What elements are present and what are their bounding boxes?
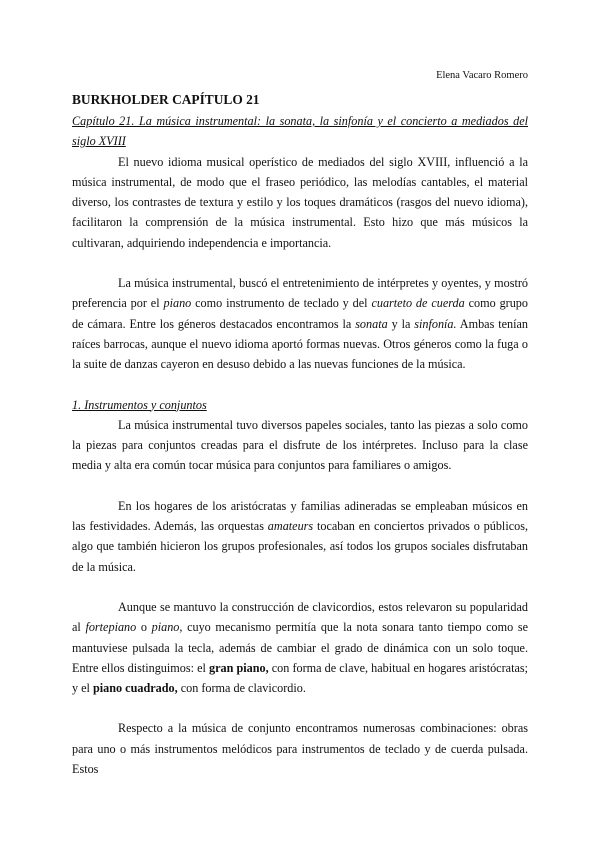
paragraph-gap xyxy=(72,375,528,395)
paragraph-1: El nuevo idioma musical operístico de mediados del siglo XVIII, influenció a la música instrumental, de modo que el fraseo periódico, las melodías cantables, el material diverso, los contrastes de textura y estilo y los toques dramáticos (rasgos del nuevo idioma), facilitaron la comprensión de la música instrumental. Esto hizo que más músicos la cultivaran, adquiriendo independencia e importancia. xyxy=(72,154,528,250)
chapter-subtitle: Capítulo 21. La música instrumental: la sonata, la sinfonía y el concierto a mediados del siglo XVIII xyxy=(72,114,528,149)
paragraph-gap xyxy=(72,577,528,597)
document-title: BURKHOLDER CAPÍTULO 21 xyxy=(72,92,260,107)
paragraph-2: La música instrumental, buscó el entretenimiento de intérpretes y oyentes, y mostró preferencia por el piano como instrumento de teclado y del cuarteto de cuerda como grupo de cámara. Entre los géneros destacados encontramos la sonata y la sinfonía. Ambas tenían raíces barrocas, aunque el nuevo idioma aportó formas nuevas. Otros géneros como la fuga o la suite de danzas cayeron en desuso debido a las nuevas funciones de la música. xyxy=(72,276,528,372)
paragraph-gap xyxy=(72,253,528,273)
paragraph-gap xyxy=(72,476,528,496)
section-heading-instrumentos: 1. Instrumentos y conjuntos xyxy=(72,397,207,412)
paragraph-gap xyxy=(72,698,528,718)
author-name: Elena Vacaro Romero xyxy=(436,70,528,81)
paragraph-6: Respecto a la música de conjunto encontramos numerosas combinaciones: obras para uno o más instrumentos melódicos para instrumentos de teclado y de cuerda pulsada. Estos xyxy=(72,721,528,777)
paragraph-3: La música instrumental tuvo diversos papeles sociales, tanto las piezas a solo como la piezas para conjuntos creadas para el disfrute de los intérpretes. Incluso para la clase media y alta era común tocar música para conjuntos para familiares o amigos. xyxy=(72,417,528,473)
paragraph-4: En los hogares de los aristócratas y familias adineradas se empleaban músicos en las festividades. Además, las orquestas amateurs tocaban en conciertos privados o públicos, algo que también hicieron los grupos profesionales, así todos los grupos sociales disfrutaban de la música. xyxy=(72,498,528,574)
paragraph-5: Aunque se mantuvo la construcción de clavicordios, estos relevaron su popularidad al fortepiano o piano, cuyo mecanismo permitía que la nota sonara tanto tiempo como se mantuviese pulsada la tecla, además de cambiar el grado de dinámica con un solo toque. Entre ellos distinguimos: el gran piano, con forma de clave, habitual en hogares aristócratas; y el piano cuadrado, con forma de clavicordio. xyxy=(72,599,529,696)
